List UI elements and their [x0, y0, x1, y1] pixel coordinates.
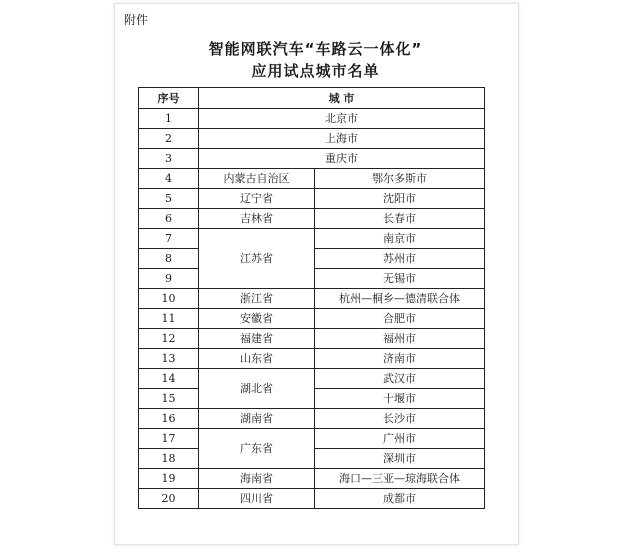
document-title-line2: 应用试点城市名单 [251, 62, 380, 80]
row-city: 南京市 [315, 229, 485, 249]
table-row [139, 229, 485, 249]
row-province: 广东省 [199, 429, 315, 469]
row-province: 湖北省 [199, 369, 315, 409]
row-province: 辽宁省 [199, 189, 315, 209]
pilot-city-table [138, 87, 485, 509]
table-row [139, 169, 485, 189]
table-row [139, 289, 485, 309]
row-city: 济南市 [315, 349, 485, 369]
row-city: 海口—三亚—琼海联合体 [315, 469, 485, 489]
table-row [139, 129, 485, 149]
row-province: 湖南省 [199, 409, 315, 429]
table-row [139, 409, 485, 429]
document-title-line1: 智能网联汽车“车路云一体化” [208, 40, 423, 58]
table-row [139, 429, 485, 449]
table-row [139, 349, 485, 369]
row-no: 18 [139, 449, 199, 469]
row-province: 海南省 [199, 469, 315, 489]
row-city: 无锡市 [315, 269, 485, 289]
row-province: 江苏省 [199, 229, 315, 289]
row-city: 沈阳市 [315, 189, 485, 209]
row-city: 重庆市 [199, 149, 485, 169]
row-city: 苏州市 [315, 249, 485, 269]
table-row [139, 109, 485, 129]
row-no: 8 [139, 249, 199, 269]
table-row [139, 209, 485, 229]
row-city: 长沙市 [315, 409, 485, 429]
row-city: 深圳市 [315, 449, 485, 469]
row-province: 吉林省 [199, 209, 315, 229]
row-province: 福建省 [199, 329, 315, 349]
row-city: 广州市 [315, 429, 485, 449]
row-city: 杭州—桐乡—德清联合体 [315, 289, 485, 309]
row-no: 2 [139, 129, 199, 149]
table-row [139, 149, 485, 169]
row-no: 9 [139, 269, 199, 289]
row-no: 17 [139, 429, 199, 449]
row-no: 7 [139, 229, 199, 249]
row-city: 鄂尔多斯市 [315, 169, 485, 189]
row-no: 1 [139, 109, 199, 129]
row-province: 四川省 [199, 489, 315, 509]
row-province: 山东省 [199, 349, 315, 369]
row-city: 福州市 [315, 329, 485, 349]
table-row [139, 469, 485, 489]
row-city: 成都市 [315, 489, 485, 509]
row-no: 10 [139, 289, 199, 309]
table-row [139, 189, 485, 209]
row-no: 4 [139, 169, 199, 189]
row-city: 上海市 [199, 129, 485, 149]
row-province: 安徽省 [199, 309, 315, 329]
header-no: 序号 [139, 88, 199, 109]
table-row [139, 329, 485, 349]
row-no: 15 [139, 389, 199, 409]
row-province: 浙江省 [199, 289, 315, 309]
row-city: 北京市 [199, 109, 485, 129]
row-province: 内蒙古自治区 [199, 169, 315, 189]
table-row [139, 369, 485, 389]
row-city: 武汉市 [315, 369, 485, 389]
table-row [139, 309, 485, 329]
row-no: 16 [139, 409, 199, 429]
row-no: 3 [139, 149, 199, 169]
row-no: 14 [139, 369, 199, 389]
row-city: 合肥市 [315, 309, 485, 329]
row-no: 19 [139, 469, 199, 489]
row-no: 20 [139, 489, 199, 509]
attachment-label: 附件 [124, 13, 149, 27]
row-no: 13 [139, 349, 199, 369]
row-city: 十堰市 [315, 389, 485, 409]
row-no: 5 [139, 189, 199, 209]
row-no: 12 [139, 329, 199, 349]
row-city: 长春市 [315, 209, 485, 229]
row-no: 11 [139, 309, 199, 329]
row-no: 6 [139, 209, 199, 229]
header-city: 城 市 [199, 88, 485, 109]
table-row [139, 489, 485, 509]
table-header-row [139, 88, 485, 109]
